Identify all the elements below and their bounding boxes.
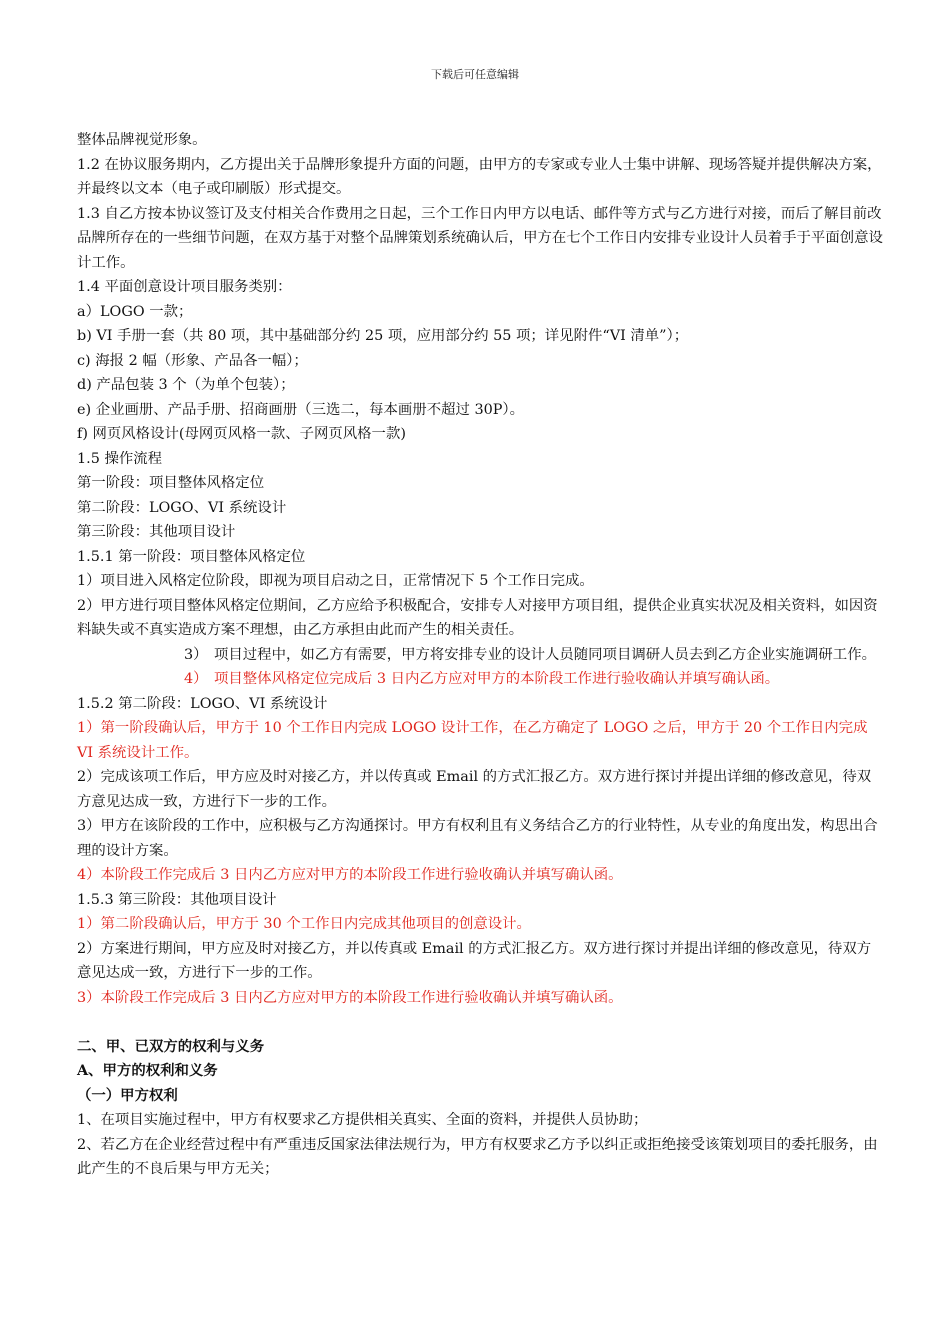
section-heading: 1.5.3 第三阶段：其他项目设计 <box>77 891 277 908</box>
list-item <box>184 643 883 668</box>
list-item: 3）甲方在该阶段的工作中，应积极与乙方沟通探讨。甲方有权利且有义务结合乙方的行业特性，从专业的角度出发，构思出合理的设计方案。 <box>77 818 878 859</box>
list-item-highlighted <box>184 667 883 692</box>
list-item: 第二阶段：LOGO、VI 系统设计 <box>77 499 287 516</box>
list-item: d) 产品包装 3 个（为单个包装）； <box>77 377 295 393</box>
paragraph: 1.3 自乙方按本协议签订及支付相关合作费用之日起，三个工作日内甲方以电话、邮件等方式与乙方进行对接，而后了解目前改品牌所存在的一些细节问题，在双方基于对整个品牌策划系统确认后，甲方在七个工作日内安排专业设计人员着手于平面创意设计工作。 <box>77 205 883 271</box>
subsection-heading: （一）甲方权利 <box>77 1086 178 1104</box>
subsection-heading: A、甲方的权利和义务 <box>77 1062 218 1079</box>
list-item: 第一阶段：项目整体风格定位 <box>77 475 265 491</box>
list-item: b) VI 手册一套（共 80 项，其中基础部分约 25 项，应用部分约 55 项；详见附件“VI 清单”）； <box>77 328 689 344</box>
paragraph: 1.2 在协议服务期内，乙方提出关于品牌形象提升方面的问题，由甲方的专家或专业人士集中讲解、现场答疑并提供解决方案，并最终以文本（电子或印刷版）形式提交。 <box>77 156 882 197</box>
list-item-highlighted: 1）第一阶段确认后，甲方于 10 个工作日内完成 LOGO 设计工作，在乙方确定了 LOGO 之后，甲方于 20 个工作日内完成 VI 系统设计工作。 <box>77 720 868 761</box>
list-text: 项目整体风格定位完成后 3 日内乙方应对甲方的本阶段工作进行验收确认并填写确认函。 <box>214 671 780 687</box>
section-heading: 1.5 操作流程 <box>77 450 163 467</box>
list-item: 2）完成该项工作后，甲方应及时对接乙方，并以传真或 Email 的方式汇报乙方。双方进行探讨并提出详细的修改意见，待双方意见达成一致，方进行下一步的工作。 <box>77 769 872 810</box>
list-item: 2）方案进行期间，甲方应及时对接乙方，并以传真或 Email 的方式汇报乙方。双方进行探讨并提出详细的修改意见，待双方意见达成一致，方进行下一步的工作。 <box>77 940 872 981</box>
list-item: 2、若乙方在企业经营过程中有严重违反国家法律法规行为，甲方有权要求乙方予以纠正或拒绝接受该策划项目的委托服务，由此产生的不良后果与甲方无关； <box>77 1136 878 1177</box>
section-heading: 1.4 平面创意设计项目服务类别： <box>77 279 292 295</box>
list-item: c) 海报 2 幅（形象、产品各一幅）； <box>77 352 308 369</box>
list-item: a）LOGO 一款； <box>77 303 193 320</box>
list-number: 4） <box>184 671 208 687</box>
page-header: 下载后可任意编辑 <box>431 68 519 81</box>
list-number: 3） <box>184 646 208 663</box>
list-text: 项目过程中，如乙方有需要，甲方将安排专业的设计人员随同项目调研人员去到乙方企业实施调研工作。 <box>214 646 876 663</box>
list-item-highlighted: 3）本阶段工作完成后 3 日内乙方应对甲方的本阶段工作进行验收确认并填写确认函。 <box>77 989 623 1006</box>
indented-item <box>77 643 883 692</box>
list-item-highlighted: 1）第二阶段确认后，甲方于 30 个工作日内完成其他项目的创意设计。 <box>77 916 531 932</box>
chapter-heading: 二、甲、已双方的权利与义务 <box>77 1037 265 1055</box>
list-item: 2）甲方进行项目整体风格定位期间，乙方应给予积极配合，安排专人对接甲方项目组，提供企业真实状况及相关资料，如因资料缺失或不真实造成方案不理想，由乙方承担由此而产生的相关责任。 <box>77 597 878 638</box>
list-item: e) 企业画册、产品手册、招商画册（三选二，每本画册不超过 30P）。 <box>77 401 525 418</box>
document-body <box>77 128 883 1182</box>
spacer <box>77 1010 883 1035</box>
list-item: 1）项目进入风格定位阶段，即视为项目启动之日，正常情况下 5 个工作日完成。 <box>77 573 594 589</box>
list-item: f) 网页风格设计(母网页风格一款、子网页风格一款) <box>77 426 406 442</box>
list-item-highlighted: 4）本阶段工作完成后 3 日内乙方应对甲方的本阶段工作进行验收确认并填写确认函。 <box>77 867 623 883</box>
paragraph: 整体品牌视觉形象。 <box>77 132 207 148</box>
section-heading: 1.5.1 第一阶段：项目整体风格定位 <box>77 548 306 565</box>
list-item: 第三阶段：其他项目设计 <box>77 524 236 540</box>
list-item: 1、在项目实施过程中，甲方有权要求乙方提供相关真实、全面的资料，并提供人员协助； <box>77 1112 648 1128</box>
section-heading: 1.5.2 第二阶段：LOGO、VI 系统设计 <box>77 695 328 712</box>
